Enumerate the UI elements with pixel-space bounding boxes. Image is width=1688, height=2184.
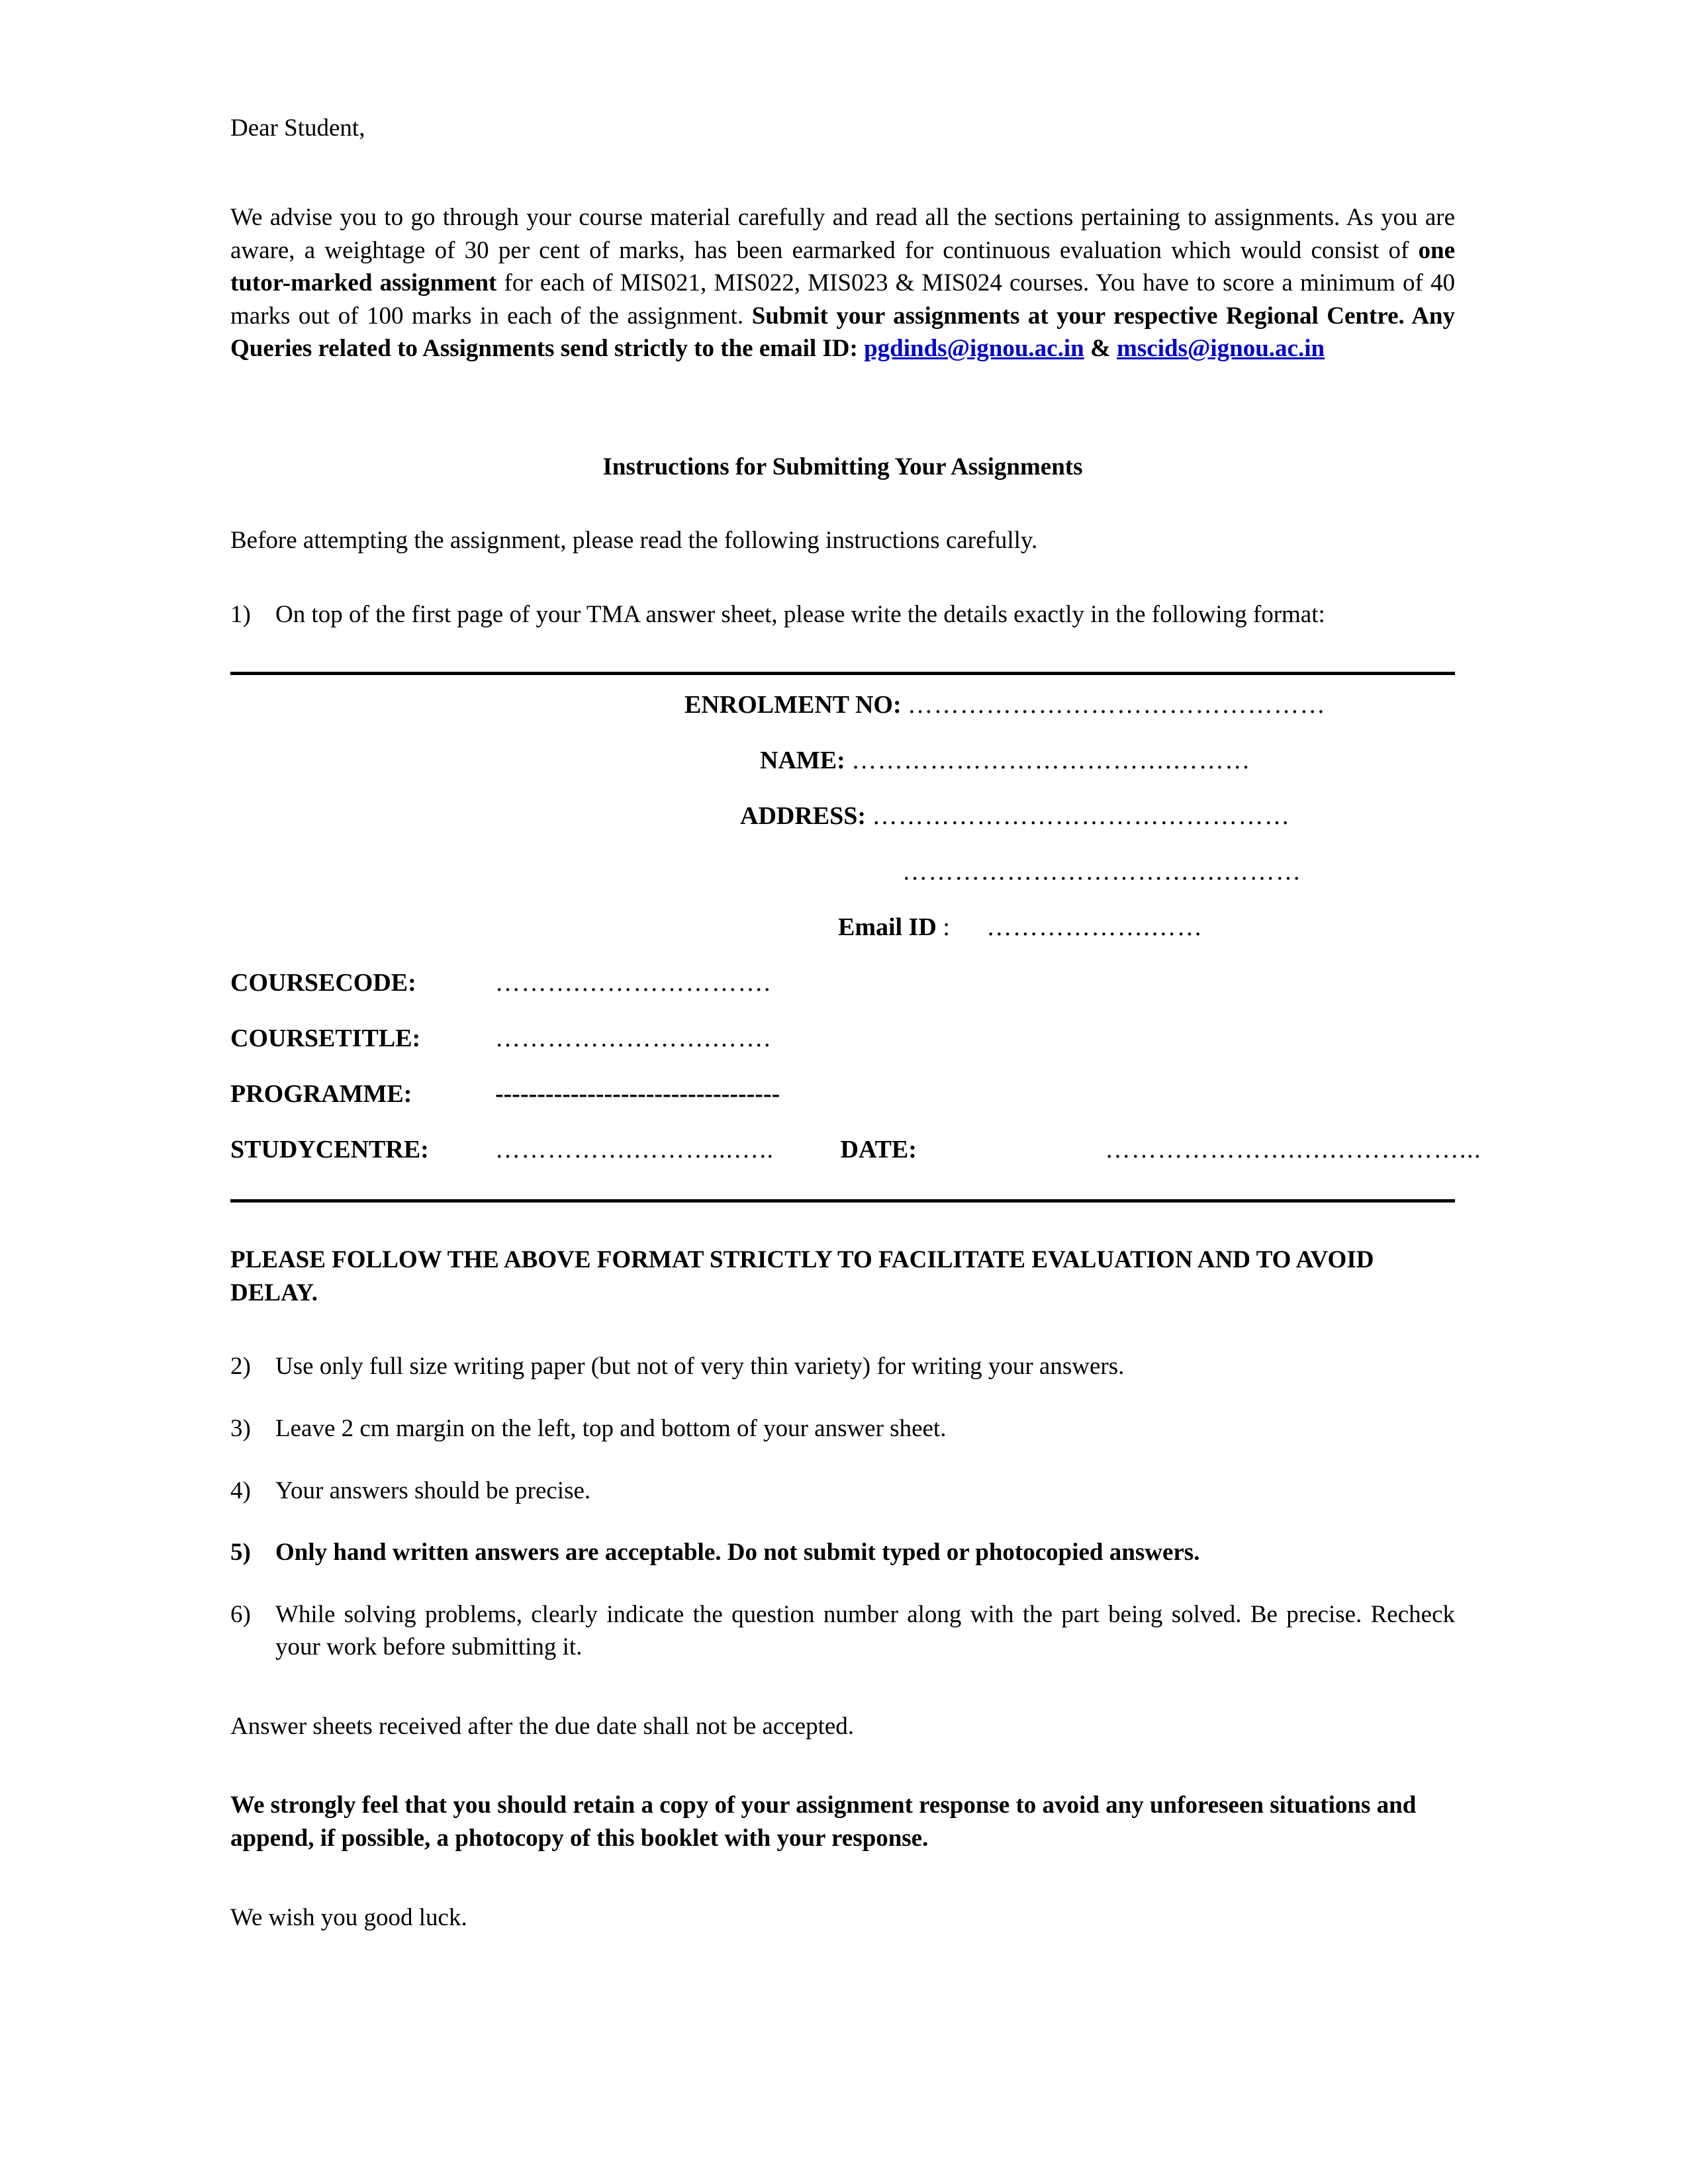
email-separator: &: [1084, 335, 1117, 363]
list-text-1: On top of the first page of your TMA answer sheet, please write the details exactly in the following format:: [275, 600, 1325, 628]
late-submission-notice: Answer sheets received after the due date shall not be accepted.: [230, 1712, 855, 1740]
email-separator-colon: :: [936, 913, 950, 942]
list-marker-3: 3): [230, 1414, 251, 1442]
form-row-coursecode: [230, 968, 1455, 1023]
list-marker-1: 1): [230, 600, 251, 628]
instructions-heading: Instructions for Submitting Your Assignments: [602, 453, 1083, 480]
programme-label: PROGRAMME:: [230, 1080, 412, 1109]
email-dots[interactable]: ……………….……: [986, 913, 1203, 942]
address-dots[interactable]: …………………………………………: [872, 802, 1291, 831]
form-row-programme: [230, 1079, 1455, 1134]
coursecode-dots[interactable]: ……….………………….: [495, 969, 771, 997]
name-dots[interactable]: ……………………………….………: [851, 747, 1251, 775]
coursecode-label: COURSECODE:: [230, 969, 416, 997]
email-link-pgdinds[interactable]: pgdinds@ignou.ac.in: [864, 335, 1084, 363]
list-text-3: Leave 2 cm margin on the left, top and bottom of your answer sheet.: [275, 1414, 947, 1442]
form-row-coursetitle: [230, 1023, 1455, 1079]
intro-paragraph: [230, 201, 1455, 365]
form-row-name: [230, 745, 1455, 801]
form-row-email: [230, 912, 1455, 968]
list-item-3: [230, 1412, 1455, 1445]
list-marker-2: 2): [230, 1353, 251, 1381]
list-text-2: Use only full size writing paper (but not of very thin variety) for writing your answers.: [275, 1353, 1125, 1381]
intro-part2: for each of MIS021, MIS022, MIS023 & MIS024 courses. You have to score a minimum of 40 marks out of 100 marks in each of the assignment.: [230, 269, 1455, 330]
list-item-6: [230, 1598, 1455, 1664]
preamble-text: Before attempting the assignment, please read the following instructions carefully.: [230, 527, 1038, 555]
form-row-address: [230, 801, 1455, 856]
email-link-mscids[interactable]: mscids@ignou.ac.in: [1117, 335, 1325, 363]
list-marker-6: 6): [230, 1600, 251, 1628]
name-label: NAME:: [760, 747, 845, 775]
coursetitle-dots[interactable]: …………………….…….: [495, 1024, 771, 1053]
format-notice: PLEASE FOLLOW THE ABOVE FORMAT STRICTLY TO FACILITATE EVALUATION AND TO AVOID DELAY.: [230, 1246, 1374, 1306]
enrolment-form-block: [230, 675, 1481, 1199]
email-label: Email ID: [838, 913, 937, 942]
enrolment-label: ENROLMENT NO:: [684, 691, 902, 719]
intro-bold2: Submit your assignments at your respective Regional Centre. Any Queries related to Assignments send strictly to the email ID:: [230, 302, 1455, 363]
retain-copy-notice: We strongly feel that you should retain a copy of your assignment response to avoid any unforeseen situations and append, if possible, a photocopy of this booklet with your response.: [230, 1792, 1417, 1852]
list-marker-4: 4): [230, 1477, 251, 1504]
list-item-2: [230, 1350, 1455, 1383]
form-row-enrolment: [230, 690, 1455, 745]
date-label: DATE:: [840, 1136, 917, 1164]
form-row-address-continuation: [230, 856, 1455, 912]
intro-bold1: one tutor-marked assignment: [230, 236, 1455, 297]
coursetitle-label: COURSETITLE:: [230, 1024, 421, 1053]
list-text-5: Only hand written answers are acceptable. Do not submit typed or photocopied answers.: [275, 1539, 1200, 1567]
document-content: [230, 113, 1481, 1934]
enrolment-dots[interactable]: …………………………………………: [908, 691, 1327, 719]
list-marker-5: 5): [230, 1539, 251, 1567]
form-row-studycentre: [230, 1134, 1481, 1190]
list-text-4: Your answers should be precise.: [275, 1477, 591, 1504]
studycentre-dots[interactable]: …………….………...…..: [495, 1136, 774, 1164]
programme-dashes[interactable]: ----------------------------------: [495, 1080, 780, 1109]
list-text-6: While solving problems, clearly indicate the question number along with the part being solved. Be precise. Recheck your work before submitting it.: [275, 1600, 1455, 1661]
address-label: ADDRESS:: [740, 802, 867, 831]
address-continuation-dots[interactable]: ……………………………….………: [902, 858, 1302, 886]
studycentre-label: STUDYCENTRE:: [230, 1136, 429, 1164]
date-dots[interactable]: ………………….….……………...: [1105, 1136, 1481, 1164]
list-item-1: [230, 598, 1455, 631]
list-item-4: [230, 1475, 1455, 1508]
intro-part1: We advise you to go through your course material carefully and read all the sections pertaining to assignments. As you are aware, a weightage of 30 per cent of marks, has been earmarked for continuous evaluation which would consist of: [230, 204, 1455, 264]
closing-line: We wish you good luck.: [230, 1903, 467, 1931]
salutation: Dear Student,: [230, 114, 365, 142]
list-item-5: [230, 1536, 1455, 1569]
